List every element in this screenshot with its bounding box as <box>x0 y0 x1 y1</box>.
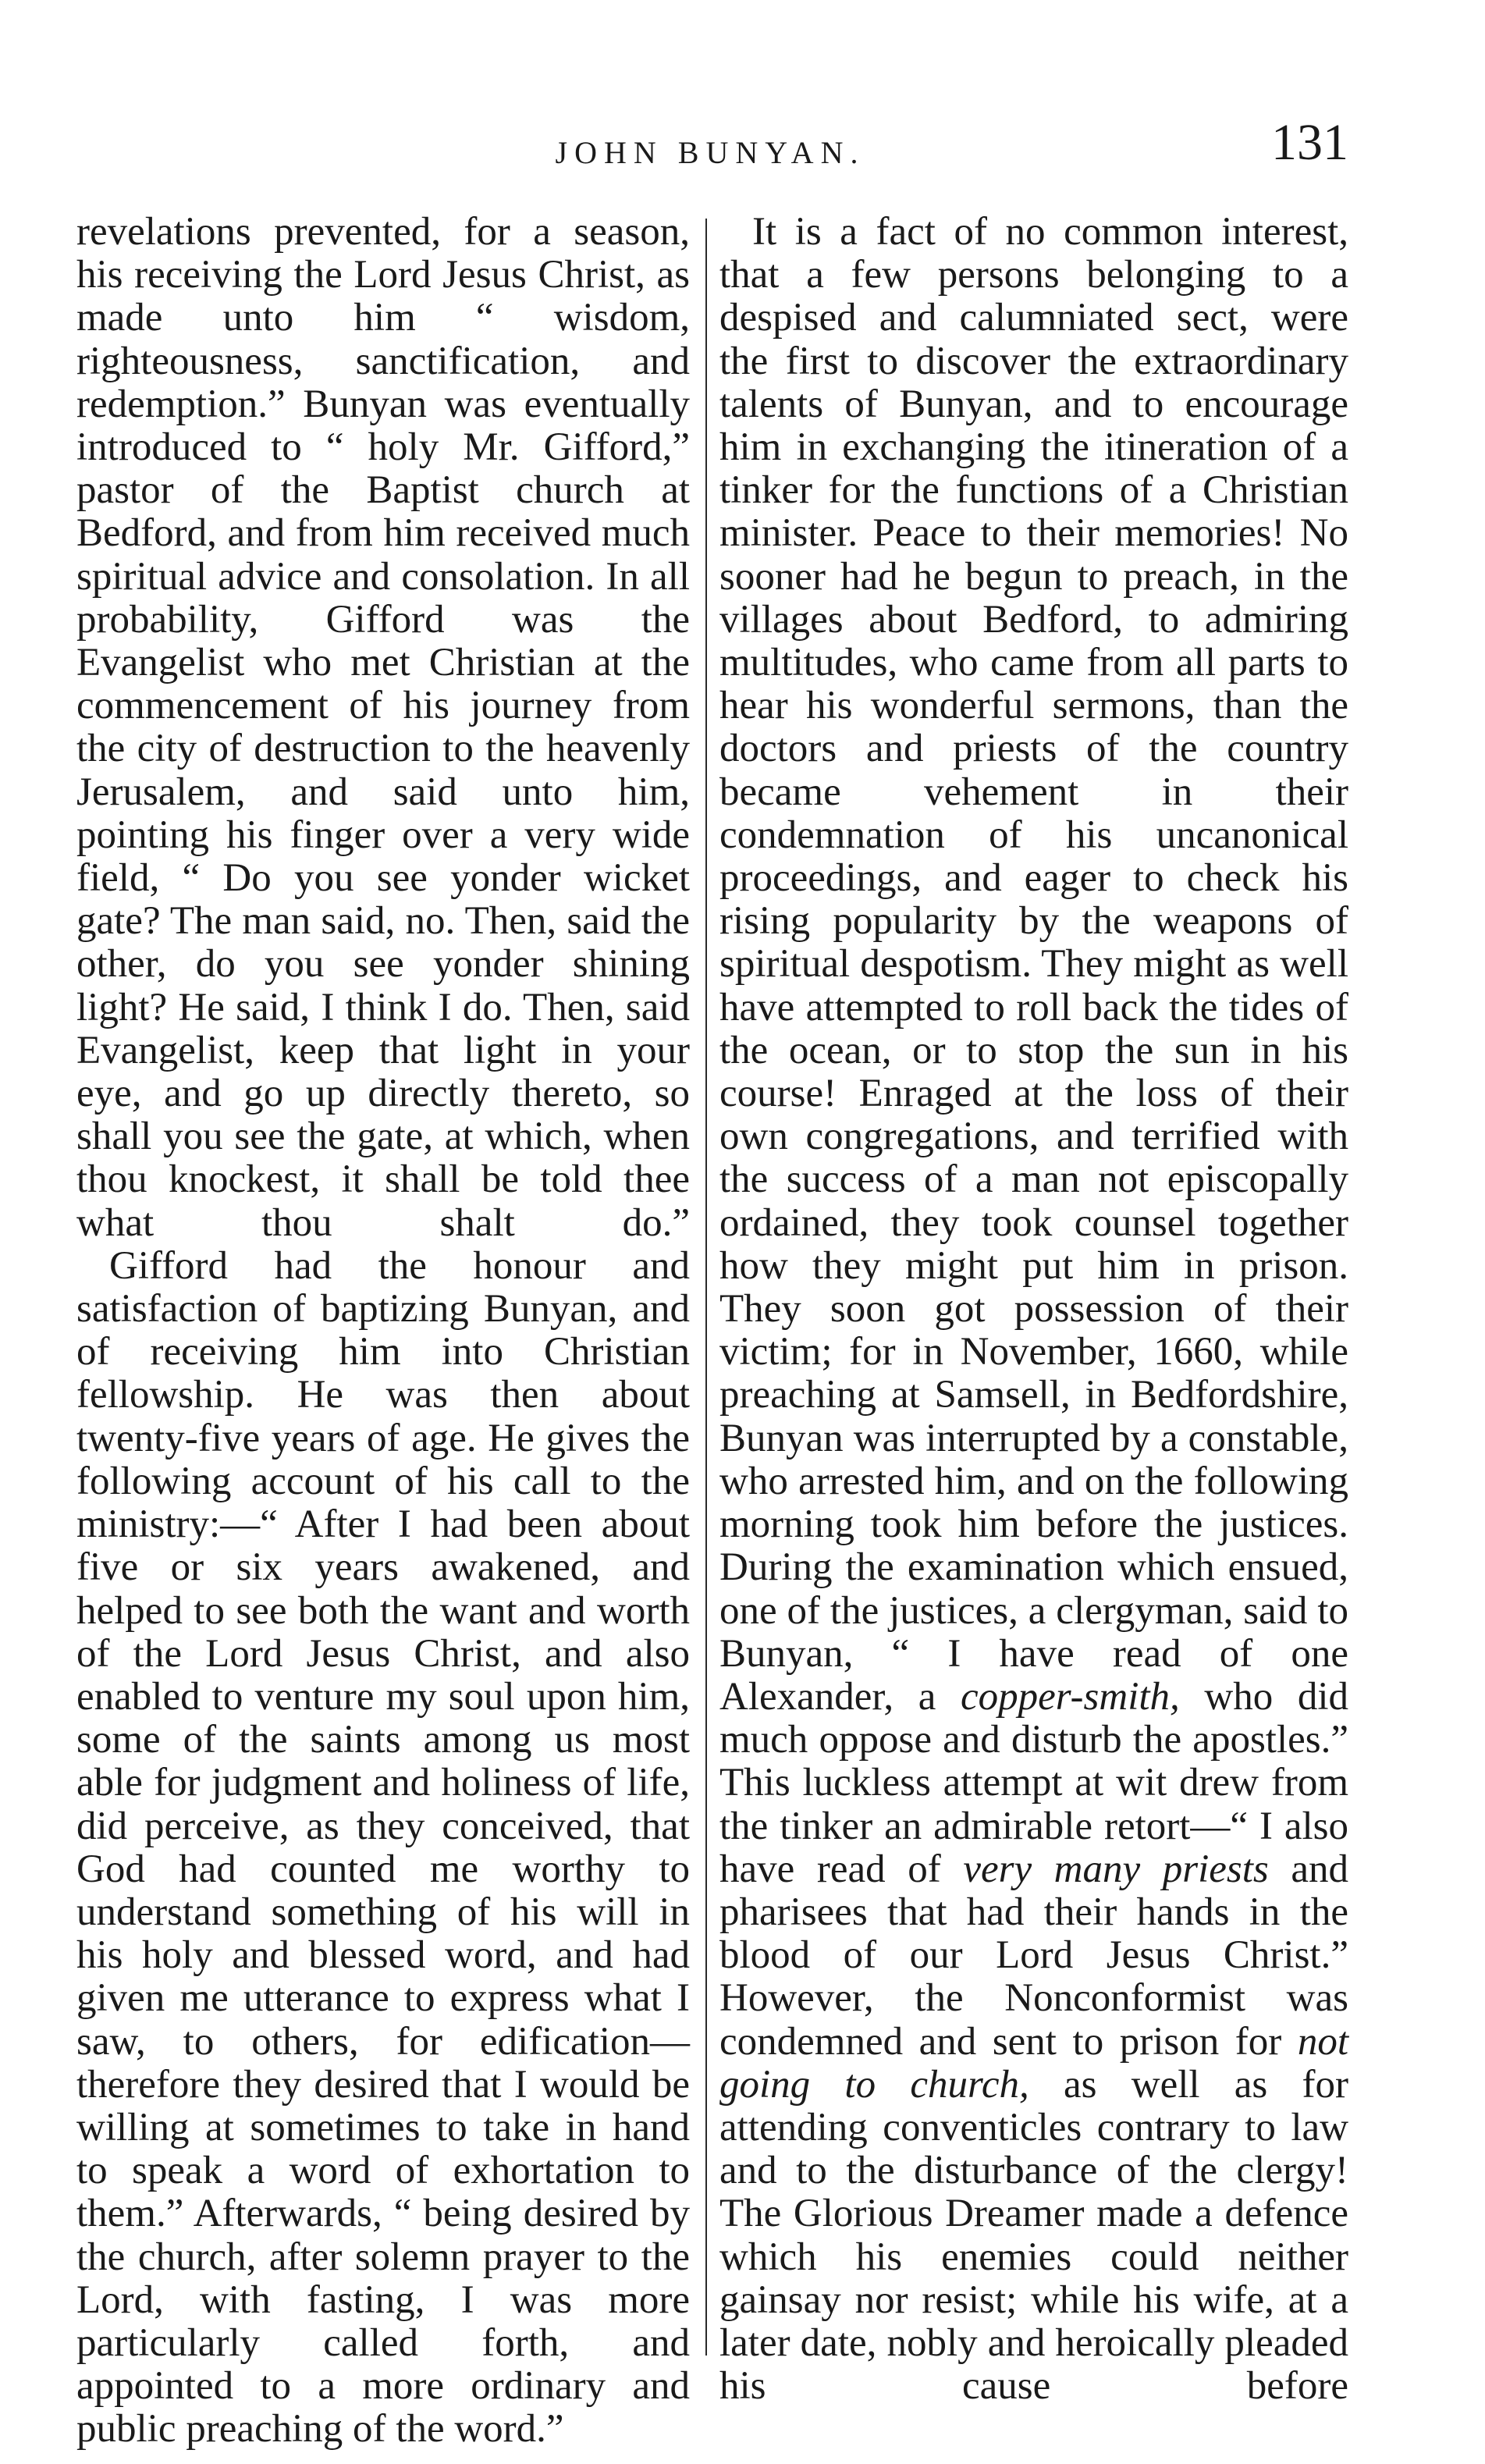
left-column <box>76 210 690 2452</box>
page-number: 131 <box>1271 114 1348 171</box>
text-run: as well as for attending conventicles contrary to law and to the disturbance of the clergy! The Glorious Dreamer made a defence which his enemies could neither gainsay nor resist; while his wife, at a later date, nobly and heroically pleaded his cause before <box>719 2062 1348 2409</box>
right-column <box>719 210 1349 2409</box>
text-run: and pharisees that had their hands in the blood of our Lord Jesus Christ.” However, the Nonconformist was condemned and sent to prison for <box>719 1847 1349 2064</box>
running-title: JOHN BUNYAN. <box>555 135 865 170</box>
italic-copper-smith: copper-smith, <box>960 1674 1180 1719</box>
italic-very-many-priests: very many priests <box>963 1847 1269 1891</box>
text-run: It is a fact of no common interest, that a few persons belonging to a despised and calumniated sect, were the first to discover the extraordinary talents of Bunyan, and to encourage him in exchanging the itineration of a tinker for the functions of a Christian minister. Peace to their memories! No sooner had he begun to preach, in the villages about Bedford, to admiring multitudes, who came from all parts to hear his wonderful sermons, than the doctors and priests of the country became vehement in their condemnation of his uncanonical proceedings, and eager to check his rising popularity by the weapons of spiritual despotism. They might as well have attempted to roll back the tides of the ocean, or to stop the sun in his course! Enraged at the loss of their own congregations, and terrified with the success of a man not episcopally ordained, they took counsel together how they might put him in prison. They soon got possession of their victim; for in November, 1660, while preaching at Samsell, in Bedfordshire, Bunyan was interrupted by a constable, who arrested him, and on the following morning took him before the justices. During the examination which ensued, one of the justices, a clergyman, said to Bunyan, “ I have read of one Alexander, a <box>719 210 1348 1719</box>
paragraph-persecution <box>719 211 1348 2408</box>
running-head <box>72 114 1348 187</box>
italic-not-going-to-church: not going to church, <box>719 2019 1348 2107</box>
text-run: who did much oppose and disturb the apostles.” This luckless attempt at wit drew from the tinker an admirable retort—“ I also have read of <box>719 1674 1349 1891</box>
paragraph-gifford-baptism: Gifford had the honour and satisfaction of baptizing Bunyan, and of receiving him into Christian fellowship. He was then about twenty-five years of age. He gives the following account of his call to the ministry:—“ After I had been about five or six years awakened, and helped to see both the want and worth of the Lord Jesus Christ, and also enabled to venture my soul upon him, some of the saints among us most able for judgment and holiness of life, did perceive, as they conceived, that God had counted me worthy to understand something of his will in his holy and blessed word, and had given me utterance to express what I saw, to others, for edification—therefore they desired that I would be willing at sometimes to take in hand to speak a word of exhortation to them.” Afterwards, “ being desired by the church, after solemn prayer to the Lord, with fasting, I was more particularly called forth, and appointed to a more ordinary and public preaching of the word.” <box>76 1243 690 2452</box>
column-divider <box>705 219 707 2356</box>
paragraph-revelations: revelations prevented, for a season, his receiving the Lord Jesus Christ, as made unto him “ wisdom, righteousness, sanctification, and redemption.” Bunyan was eventually introduced to “ holy Mr. Gifford,” pastor of the Baptist church at Bedford, and from him received much spiritual advice and consolation. In all probability, Gifford was the Evangelist who met Christian at the commencement of his journey from the city of destruction to the heavenly Jerusalem, and said unto him, pointing his finger over a very wide field, “ Do you see yonder wicket gate? The man said, no. Then, said the other, do you see yonder shining light? He said, I think I do. Then, said Evangelist, keep that light in your eye, and go up directly thereto, so shall you see the gate, at which, when thou knockest, it shall be told thee what thou shalt do.” <box>76 210 690 1245</box>
